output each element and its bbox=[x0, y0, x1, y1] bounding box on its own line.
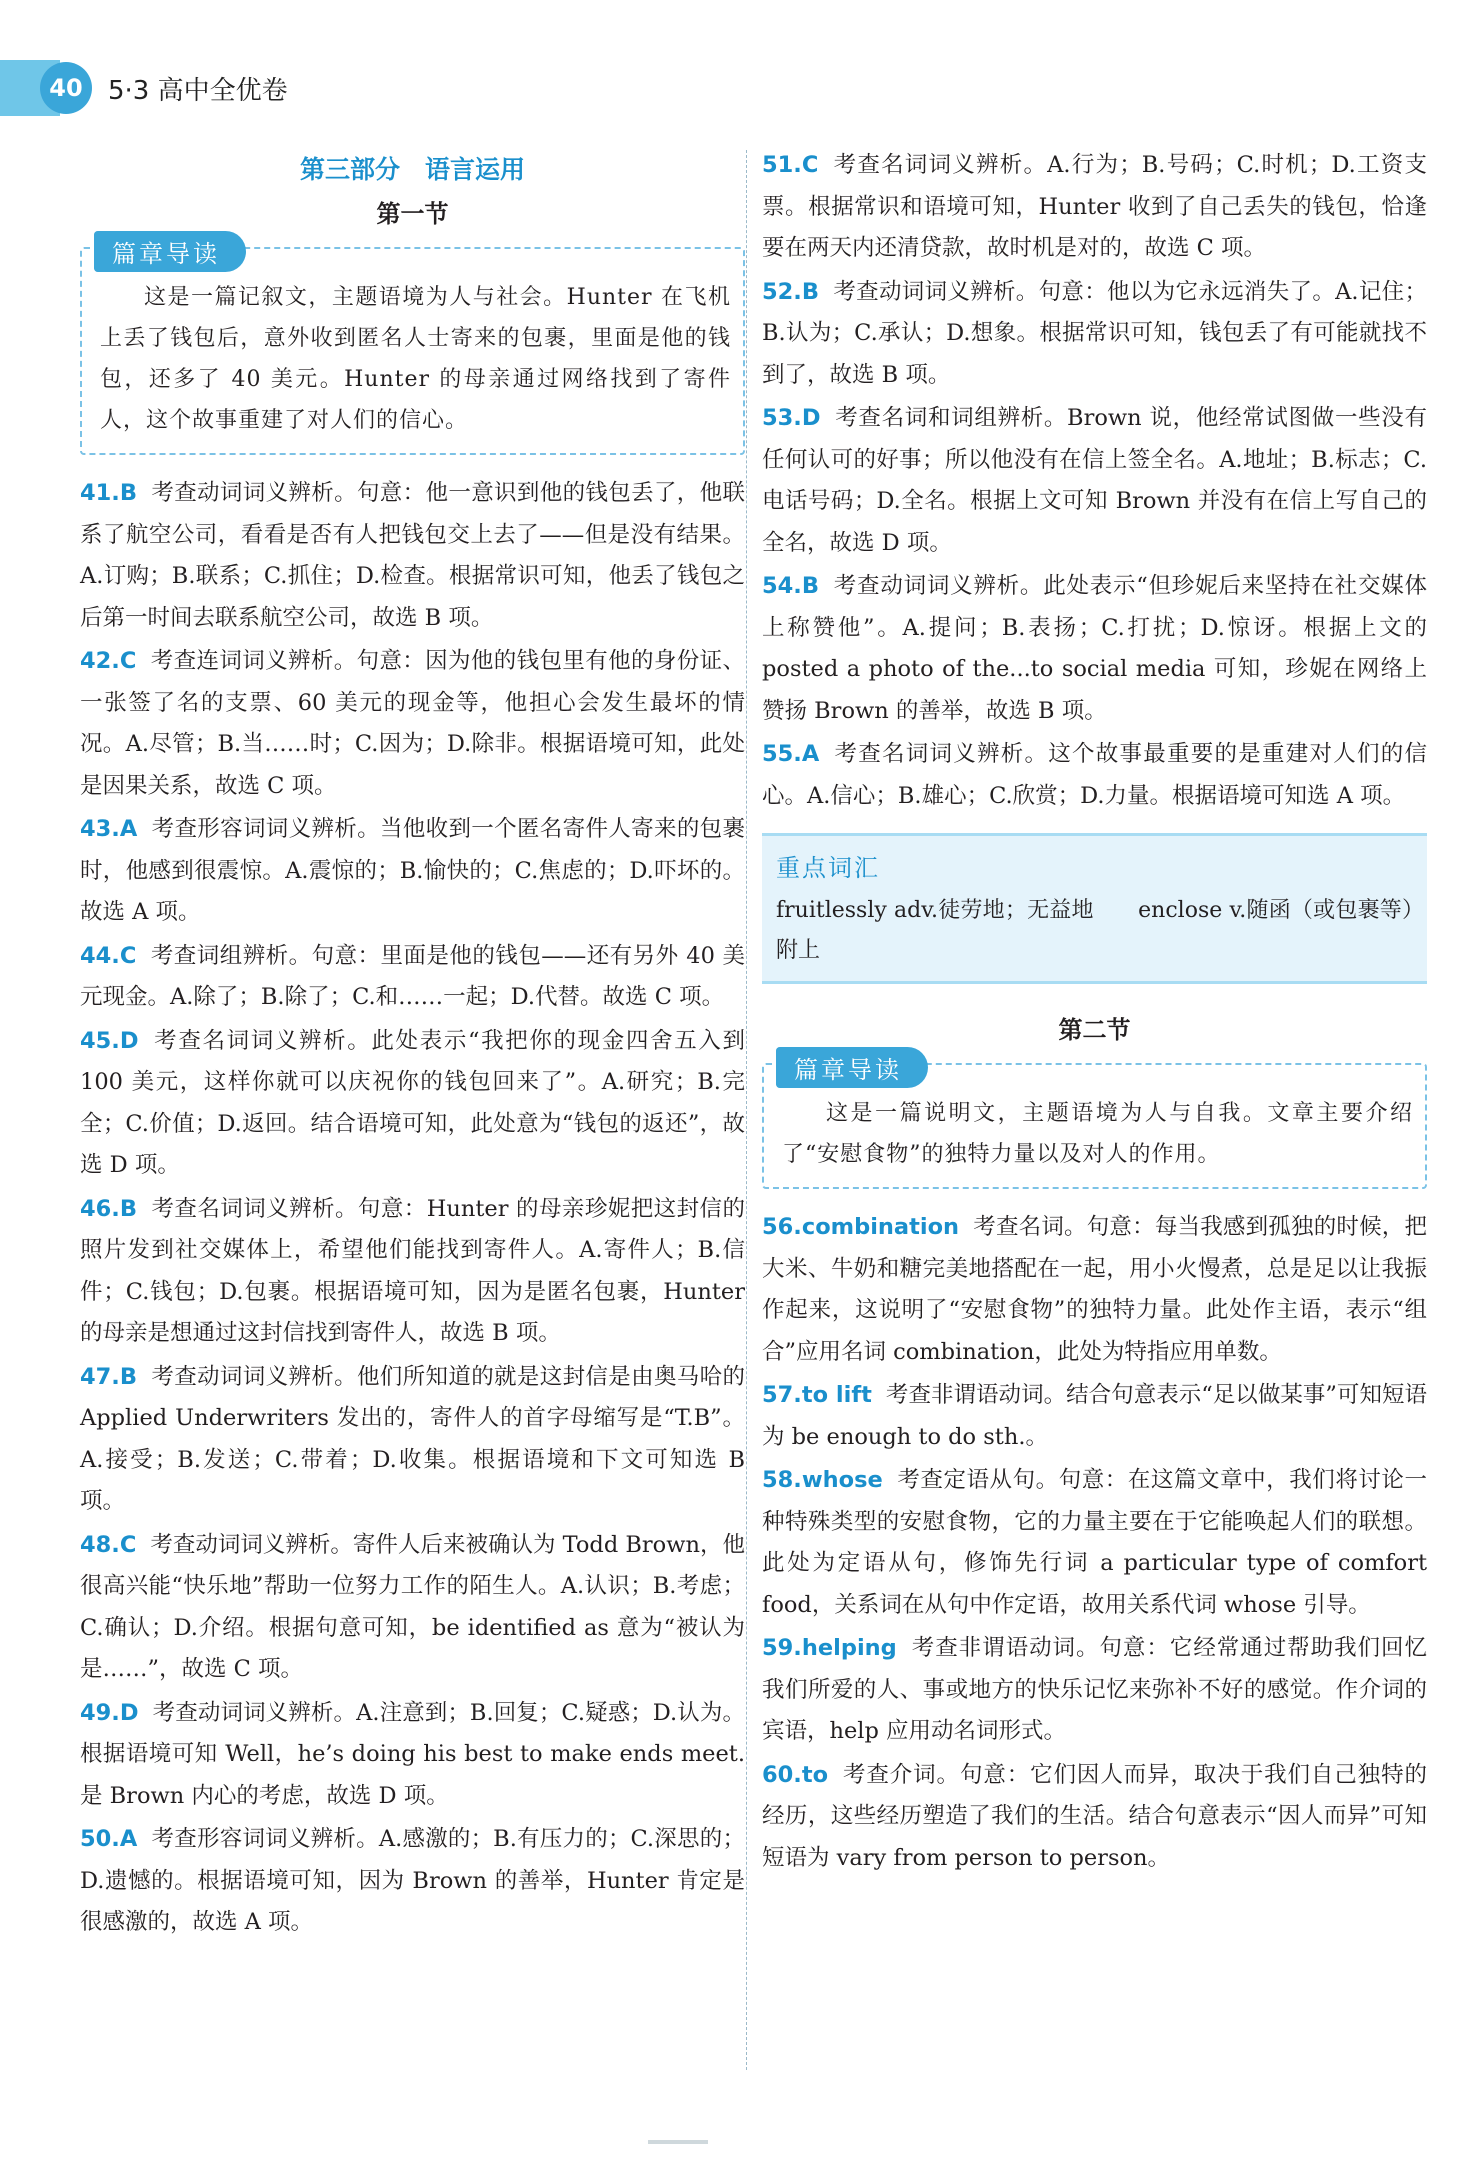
answer-key: 57.to lift bbox=[762, 1382, 872, 1408]
answer-explanation: 考查动词词义辨析。寄件人后来被确认为 Todd Brown，他很高兴能“快乐地”帮助一位努力工作的陌生人。A.认识；B.考虑；C.确认；D.介绍。根据句意可知，be identified as 意为“被认为是……”，故选 C 项。 bbox=[80, 1531, 745, 1682]
left-column bbox=[80, 145, 745, 1946]
answer-item bbox=[762, 734, 1427, 817]
answer-item bbox=[762, 566, 1427, 732]
section-title-2: 第二节 bbox=[1058, 1015, 1131, 1044]
answer-explanation: 考查名词词义辨析。A.行为；B.号码；C.时机；D.工资支票。根据常识和语境可知，Hunter 收到了自己丢失的钱包，恰逢要在两天内还清贷款，故时机是对的，故选 C 项。 bbox=[762, 152, 1427, 261]
answer-key: 55.A bbox=[762, 741, 820, 767]
answer-item bbox=[80, 936, 745, 1019]
reading-guide-tag-2: 篇章导读 bbox=[776, 1047, 928, 1088]
book-series-title: 5·3 高中全优卷 bbox=[108, 76, 288, 106]
answer-key: 45.D bbox=[80, 1027, 139, 1054]
answer-item bbox=[80, 641, 745, 807]
answer-item bbox=[762, 272, 1427, 397]
answer-key: 46.B bbox=[80, 1195, 138, 1222]
answer-item bbox=[762, 145, 1427, 270]
section-title-1: 第一节 bbox=[376, 199, 449, 228]
answer-explanation: 考查名词词义辨析。句意：Hunter 的母亲珍妮把这封信的照片发到社交媒体上，希望他们能找到寄件人。A.寄件人；B.信件；C.钱包；D.包裹。根据语境可知，因为是匿名包裹，Hunter 的母亲是想通过这封信找到寄件人，故选 B 项。 bbox=[80, 1195, 745, 1346]
answer-item bbox=[80, 1021, 745, 1187]
answer-key: 51.C bbox=[762, 152, 819, 178]
reading-guide-text-2: 这是一篇说明文，主题语境为人与自我。文章主要介绍了“安慰食物”的独特力量以及对人的作用。 bbox=[782, 1101, 1413, 1167]
answer-item bbox=[762, 1375, 1427, 1458]
answer-explanation: 考查动词词义辨析。句意：他一意识到他的钱包丢了，他联系了航空公司，看看是否有人把钱包交上去了——但是没有结果。A.订购；B.联系；C.抓住；D.检查。根据常识可知，他丢了钱包之后第一时间去联系航空公司，故选 B 项。 bbox=[80, 480, 745, 631]
page-number: 40 bbox=[40, 62, 92, 114]
answer-key: 56.combination bbox=[762, 1214, 960, 1240]
answer-item bbox=[762, 1460, 1427, 1626]
answer-explanation: 考查动词词义辨析。他们所知道的就是这封信是由奥马哈的 Applied Underwriters 发出的，寄件人的首字母缩写是“T.B”。A.接受；B.发送；C.带着；D.收集。根据语境和下文可知选 B 项。 bbox=[80, 1363, 745, 1514]
answer-item bbox=[80, 1525, 745, 1691]
answer-explanation: 考查形容词词义辨析。A.感激的；B.有压力的；C.深思的；D.遗憾的。根据语境可知，因为 Brown 的善举，Hunter 肯定是很感激的，故选 A 项。 bbox=[80, 1826, 745, 1935]
answer-item bbox=[762, 1755, 1427, 1880]
answer-item bbox=[80, 1189, 745, 1355]
answer-list-left bbox=[80, 473, 745, 1944]
answer-explanation: 考查介词。句意：它们因人而异，取决于我们自己独特的经历，这些经历塑造了我们的生活。结合句意表示“因人而异”可知短语为 vary from person to person。 bbox=[762, 1761, 1427, 1871]
answer-key: 43.A bbox=[80, 816, 138, 842]
answer-item bbox=[80, 1357, 745, 1523]
answer-item bbox=[80, 1693, 745, 1818]
answer-item bbox=[762, 398, 1427, 564]
footer-mark bbox=[648, 2140, 708, 2144]
answer-explanation: 考查动词词义辨析。句意：他以为它永远消失了。A.记住；B.认为；C.承认；D.想象。根据常识可知，钱包丢了有可能就找不到了，故选 B 项。 bbox=[762, 278, 1427, 388]
reading-guide-box-2 bbox=[762, 1056, 1427, 1189]
reading-guide-text: 这是一篇记叙文，主题语境为人与社会。Hunter 在飞机上丢了钱包后，意外收到匿名人士寄来的包裹，里面是他的钱包，还多了 40 美元。Hunter 的母亲通过网络找到了寄件人，这个故事重建了对人们的信心。 bbox=[100, 285, 731, 433]
answer-list-right-top bbox=[762, 145, 1427, 817]
answer-item bbox=[80, 809, 745, 934]
reading-guide-tag: 篇章导读 bbox=[94, 231, 246, 272]
answer-explanation: 考查非谓语动词。结合句意表示“足以做某事”可知短语为 be enough to do sth.。 bbox=[762, 1382, 1427, 1450]
answer-item bbox=[762, 1207, 1427, 1373]
answer-explanation: 考查名词词义辨析。此处表示“我把你的现金四舍五入到 100 美元，这样你就可以庆祝你的钱包回来了”。A.研究；B.完全；C.价值；D.返回。结合语境可知，此处意为“钱包的返还”，故选 D 项。 bbox=[80, 1027, 745, 1178]
answer-explanation: 考查动词词义辨析。A.注意到；B.回复；C.疑惑；D.认为。根据语境可知 Well，he’s doing his best to make ends meet.是 Brown 内心的考虑，故选 D 项。 bbox=[80, 1699, 745, 1809]
answer-item bbox=[80, 473, 745, 639]
column-divider bbox=[746, 150, 747, 2070]
answer-explanation: 考查连词词义辨析。句意：因为他的钱包里有他的身份证、一张签了名的支票、60 美元的现金等，他担心会发生最坏的情况。A.尽管；B.当……时；C.因为；D.除非。根据语境可知，此处是因果关系，故选 C 项。 bbox=[80, 648, 745, 799]
answer-explanation: 考查定语从句。句意：在这篇文章中，我们将讨论一种特殊类型的安慰食物，它的力量主要在于它能唤起人们的联想。此处为定语从句，修饰先行词 a particular type of comfort food，关系词在从句中作定语，故用关系代词 whose 引导。 bbox=[762, 1467, 1427, 1618]
answer-key: 54.B bbox=[762, 573, 820, 599]
answer-key: 58.whose bbox=[762, 1467, 883, 1493]
answer-key: 44.C bbox=[80, 942, 137, 969]
answer-key: 42.C bbox=[80, 648, 137, 674]
answer-key: 41.B bbox=[80, 480, 138, 506]
answer-explanation: 考查词组辨析。句意：里面是他的钱包——还有另外 40 美元现金。A.除了；B.除了；C.和……一起；D.代替。故选 C 项。 bbox=[80, 942, 745, 1010]
answer-key: 49.D bbox=[80, 1699, 139, 1726]
answer-key: 47.B bbox=[80, 1363, 138, 1390]
key-vocabulary-text: fruitlessly adv.徒劳地；无益地 enclose v.随函（或包裹等）附上 bbox=[776, 898, 1413, 963]
answer-explanation: 考查名词词义辨析。这个故事最重要的是重建对人们的信心。A.信心；B.雄心；C.欣赏；D.力量。根据语境可知选 A 项。 bbox=[762, 741, 1427, 809]
key-vocabulary-box bbox=[762, 833, 1427, 984]
answer-explanation: 考查名词和词组辨析。Brown 说，他经常试图做一些没有任何认可的好事；所以他没有在信上签全名。A.地址；B.标志；C.电话号码；D.全名。根据上文可知 Brown 并没有在信上写自己的全名，故选 D 项。 bbox=[762, 405, 1427, 556]
right-column bbox=[762, 145, 1427, 1881]
answer-explanation: 考查非谓语动词。句意：它经常通过帮助我们回忆我们所爱的人、事或地方的快乐记忆来弥补不好的感觉。作介词的宾语，help 应用动名词形式。 bbox=[762, 1635, 1427, 1744]
answer-key: 48.C bbox=[80, 1531, 137, 1558]
answer-key: 52.B bbox=[762, 278, 820, 305]
answer-explanation: 考查动词词义辨析。此处表示“但珍妮后来坚持在社交媒体上称赞他”。A.提问；B.表扬；C.打扰；D.惊讶。根据上文的 posted a photo of the...to social media 可知，珍妮在网络上赞扬 Brown 的善举，故选 B 项。 bbox=[762, 573, 1427, 724]
answer-item bbox=[80, 1819, 745, 1944]
part-title: 第三部分 语言运用 bbox=[299, 155, 525, 184]
answer-key: 50.A bbox=[80, 1826, 138, 1852]
reading-guide-box bbox=[80, 240, 745, 455]
answer-list-right-bottom bbox=[762, 1207, 1427, 1879]
answer-explanation: 考查形容词词义辨析。当他收到一个匿名寄件人寄来的包裹时，他感到很震惊。A.震惊的；B.愉快的；C.焦虑的；D.吓坏的。故选 A 项。 bbox=[80, 816, 745, 925]
answer-item bbox=[762, 1628, 1427, 1753]
answer-key: 60.to bbox=[762, 1761, 829, 1788]
answer-explanation: 考查名词。句意：每当我感到孤独的时候，把大米、牛奶和糖完美地搭配在一起，用小火慢煮，总是足以让我振作起来，这说明了“安慰食物”的独特力量。此处作主语，表示“组合”应用名词 combination，此处为特指应用单数。 bbox=[762, 1214, 1427, 1365]
key-vocabulary-title: 重点词汇 bbox=[776, 854, 880, 882]
answer-key: 53.D bbox=[762, 405, 821, 431]
answer-key: 59.helping bbox=[762, 1635, 897, 1661]
